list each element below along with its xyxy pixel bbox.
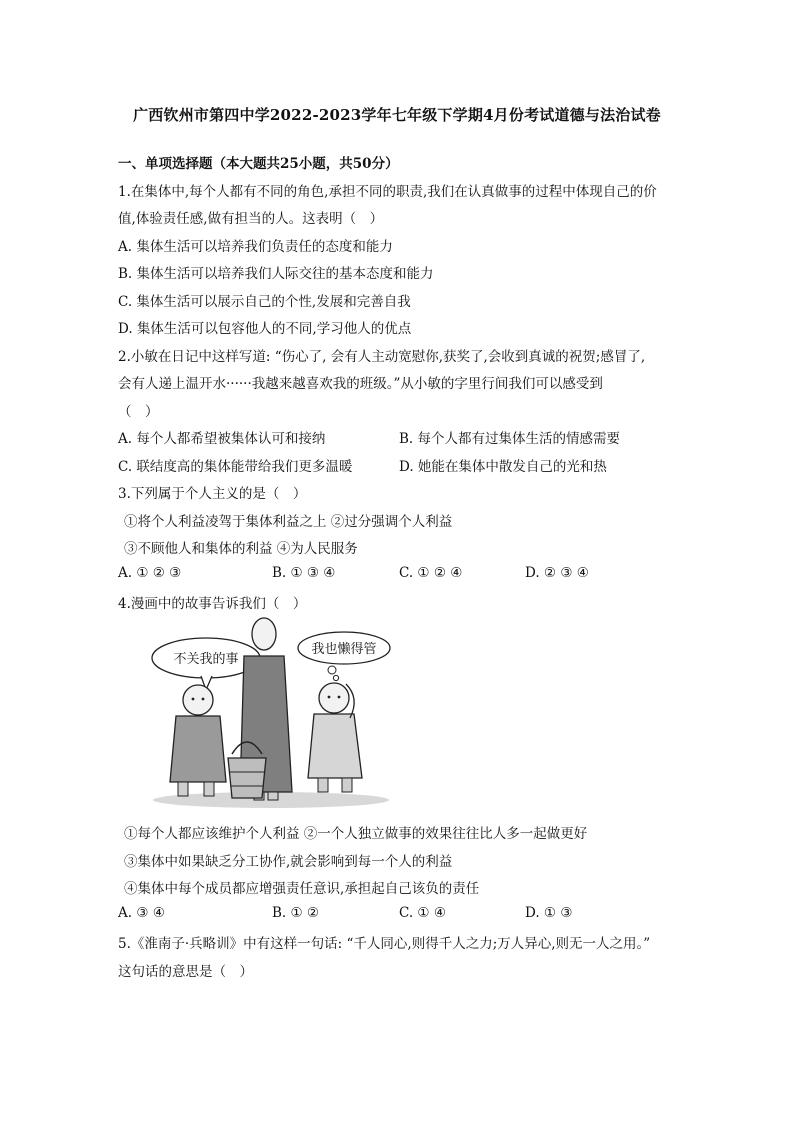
- q1-stem-line2: 值,体验责任感,做有担当的人。这表明（ ）: [118, 211, 384, 227]
- q3-option-a: A. ① ② ③: [118, 565, 182, 581]
- q5-stem-line2: 这句话的意思是（ ）: [118, 964, 253, 980]
- q1-option-b: B. 集体生活可以培养我们人际交往的基本态度和能力: [118, 266, 434, 282]
- q2-stem-line3: （ ）: [118, 404, 159, 420]
- q2-option-b: B. 每个人都有过集体生活的情感需要: [399, 431, 621, 447]
- q4-option-b: B. ① ②: [272, 905, 319, 921]
- q1-stem-line1: 1.在集体中,每个人都有不同的角色,承担不同的职责,我们在认真做事的过程中体现自己的价: [118, 184, 657, 200]
- q3-statements-line2: ③不顾他人和集体的利益 ④为人民服务: [124, 541, 358, 557]
- q4-statements-line2: ③集体中如果缺乏分工协作,就会影响到每一个人的利益: [124, 854, 453, 870]
- q2-stem-line2: 会有人递上温开水······我越来越喜欢我的班级。”从小敏的字里行间我们可以感受到: [118, 376, 603, 392]
- q2-option-c: C. 联结度高的集体能带给我们更多温暖: [118, 459, 353, 475]
- q4-option-d: D. ① ③: [525, 905, 573, 921]
- q4-stem: 4.漫画中的故事告诉我们（ ）: [118, 596, 307, 612]
- exam-title: 广西钦州市第四中学2022-2023学年七年级下学期4月份考试道德与法治试卷: [133, 106, 661, 124]
- bubble-right-text: 我也懒得管: [311, 642, 377, 657]
- q2-option-d: D. 她能在集体中散发自己的光和热: [399, 459, 607, 475]
- q3-statements-line1: ①将个人利益凌驾于集体利益之上 ②过分强调个人利益: [124, 514, 453, 530]
- q4-option-a: A. ③ ④: [118, 905, 165, 921]
- left-small-monk: [170, 685, 226, 796]
- q5-stem-line1: 5.《淮南子·兵略训》中有这样一句话: “千人同心,则得千人之力;万人异心,则无一人之用。”: [118, 936, 651, 952]
- q2-option-a: A. 每个人都希望被集体认可和接纳: [118, 431, 326, 447]
- q4-statements-line1: ①每个人都应该维护个人利益 ②一个人独立做事的效果往往比人多一起做更好: [124, 826, 588, 842]
- cartoon-three-monks-image: [146, 612, 396, 810]
- q3-stem: 3.下列属于个人主义的是（ ）: [118, 486, 307, 502]
- q3-option-d: D. ② ③ ④: [525, 565, 589, 581]
- speech-bubble-right: [298, 632, 390, 681]
- q4-option-c: C. ① ④: [399, 905, 446, 921]
- section-heading: 一、单项选择题（本大题共25小题，共50分）: [118, 156, 399, 172]
- q1-option-c: C. 集体生活可以展示自己的个性,发展和完善自我: [118, 294, 411, 310]
- q2-stem-line1: 2.小敏在日记中这样写道: “伤心了, 会有人主动宽慰你,获奖了,会收到真诚的祝贺;感冒了,: [118, 349, 646, 365]
- bubble-left-text: 不关我的事: [173, 652, 239, 667]
- right-small-monk: [308, 683, 362, 792]
- q1-option-a: A. 集体生活可以培养我们负责任的态度和能力: [118, 239, 393, 255]
- q3-option-b: B. ① ③ ④: [272, 565, 336, 581]
- q4-statements-line3: ④集体中每个成员都应增强责任意识,承担起自己该负的责任: [124, 881, 480, 897]
- q1-option-d: D. 集体生活可以包容他人的不同,学习他人的优点: [118, 321, 412, 337]
- q3-option-c: C. ① ② ④: [399, 565, 463, 581]
